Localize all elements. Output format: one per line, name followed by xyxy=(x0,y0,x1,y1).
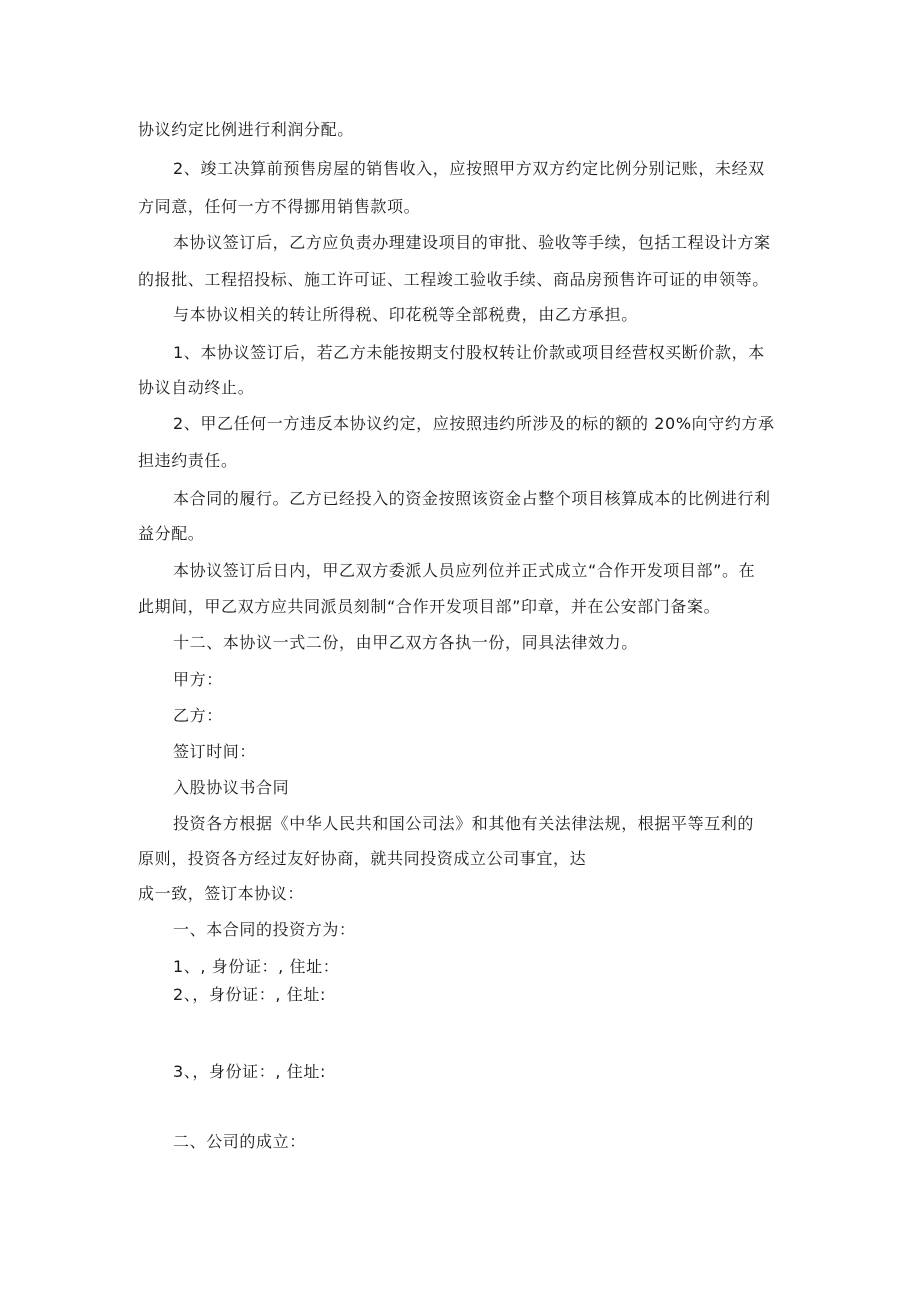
text-line: 3、，身份证：, 住址: xyxy=(173,1062,326,1081)
text-line: 担违约责任。 xyxy=(138,451,238,470)
text-line: 甲方： xyxy=(173,670,223,689)
text-line: 十二、本协议一式二份，由甲乙双方各执一份，同具法律效力。 xyxy=(173,633,638,652)
text-line: 1、本协议签订后，若乙方未能按期支付股权转让价款或项目经营权买断价款，本 xyxy=(173,343,765,362)
text-line: 益分配。 xyxy=(138,524,205,543)
text-line: 成一致，签订本协议： xyxy=(138,884,305,903)
text-line: 协议约定比例进行利润分配。 xyxy=(138,120,354,139)
text-line: 1、, 身份证：, 住址： xyxy=(173,957,340,976)
text-line: 二、公司的成立： xyxy=(173,1132,306,1151)
text-line: 2、竣工决算前预售房屋的销售收入，应按照甲方双方约定比例分别记账，未经双 xyxy=(173,159,765,178)
text-line: 协议自动终止。 xyxy=(138,378,255,397)
text-line: 2、甲乙任何一方违反本协议约定，应按照违约所涉及的标的额的 20%向守约方承 xyxy=(173,414,775,433)
text-line: 乙方： xyxy=(173,706,223,725)
text-line: 一、本合同的投资方为： xyxy=(173,920,356,939)
text-line: 2、，身份证：, 住址: xyxy=(173,985,326,1004)
text-line: 此期间，甲乙双方应共同派员刻制“合作开发项目部”印章，并在公安部门备案。 xyxy=(138,597,721,616)
text-line: 入股协议书合同 xyxy=(173,778,290,797)
text-line: 本协议签订后日内，甲乙双方委派人员应列位并正式成立“合作开发项目部”。在 xyxy=(173,561,756,580)
text-line: 方同意，任何一方不得挪用销售款项。 xyxy=(138,197,421,216)
text-line: 与本协议相关的转让所得税、印花税等全部税费，由乙方承担。 xyxy=(173,305,638,324)
text-line: 的报批、工程招投标、施工许可证、工程竣工验收手续、商品房预售许可证的申领等。 xyxy=(138,270,769,289)
text-line: 投资各方根据《中华人民共和国公司法》和其他有关法律法规，根据平等互利的 xyxy=(173,814,755,833)
text-line: 本协议签订后，乙方应负责办理建设项目的审批、验收等手续，包括工程设计方案 xyxy=(173,233,771,252)
text-line: 原则，投资各方经过友好协商，就共同投资成立公司事宜，达 xyxy=(138,849,587,868)
text-line: 本合同的履行。乙方已经投入的资金按照该资金占整个项目核算成本的比例进行利 xyxy=(173,489,771,508)
text-line: 签订时间： xyxy=(173,742,257,761)
